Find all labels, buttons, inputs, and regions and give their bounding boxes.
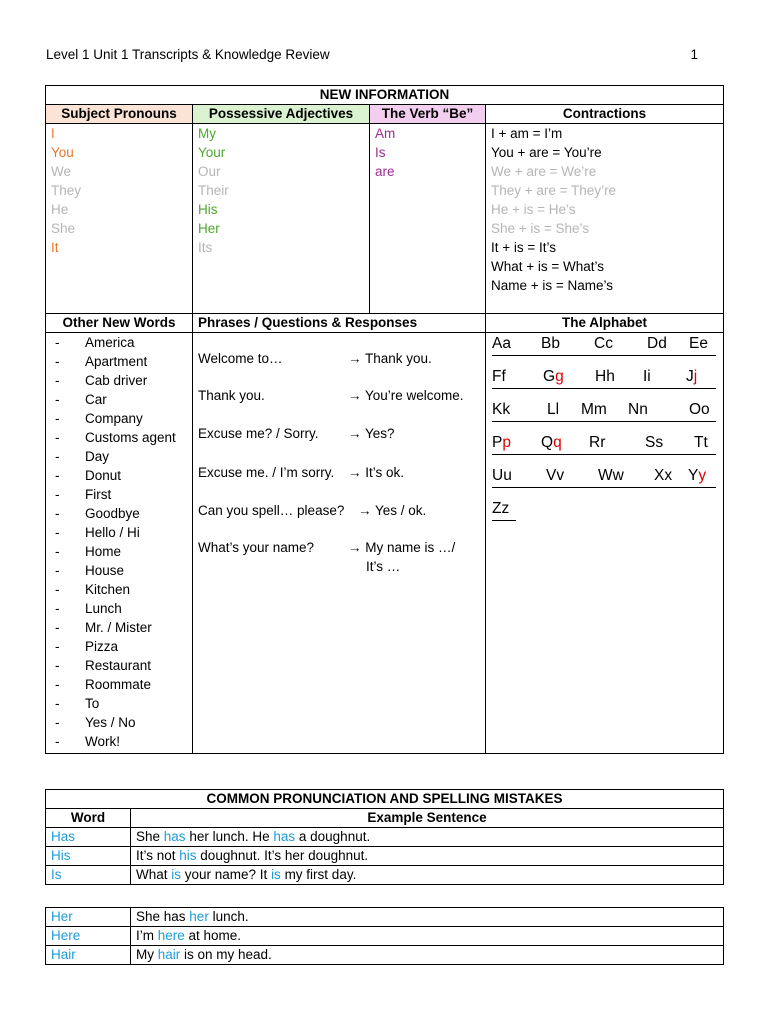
list-item: - Car (55, 392, 107, 407)
sentence-cell: I’m here at home. (131, 927, 724, 946)
contractions-header: Contractions (486, 105, 724, 124)
pronoun: You (51, 145, 74, 160)
list-item: - Cab driver (55, 373, 148, 388)
other-new-words-cell (46, 333, 193, 754)
list-item: - America (55, 335, 135, 350)
contraction: They + are = They’re (491, 183, 617, 198)
list-item: - Day (55, 449, 110, 464)
document-title: Level 1 Unit 1 Transcripts & Knowledge Review (46, 47, 330, 62)
alphabet-row: Aa Bb Cc Dd Ee (492, 335, 716, 356)
letter-jj: Jj (686, 368, 698, 385)
phrases-header: Phrases / Questions & Responses (193, 314, 486, 333)
contraction: What + is = What’s (491, 259, 605, 274)
possessive: Their (198, 183, 229, 198)
list-item: - First (55, 487, 112, 502)
pronoun: She (51, 221, 76, 236)
list-item: - Apartment (55, 354, 148, 369)
page-header (46, 47, 698, 62)
other-new-words-header: Other New Words (46, 314, 193, 333)
possessive: Our (198, 164, 221, 179)
alphabet-row: Ff Gg Hh Ii Jj (492, 368, 716, 389)
sentence-cell: It’s not his doughnut. It’s her doughnut. (131, 847, 724, 866)
contractions-list (486, 124, 724, 314)
contraction: I + am = I’m (491, 126, 563, 141)
phrases-cell: Welcome to… → Thank you. Thank you. → You’re welcome. Excuse me? / Sorry. → Yes? Excuse me. / I’m sorry. → It’s ok. Can you spell… please? → Yes / ok. What’s your name? → My name is …/ It’s … (193, 333, 486, 754)
new-information-title: NEW INFORMATION (46, 86, 724, 105)
possessive: Her (198, 221, 220, 236)
list-item: - Customs agent (55, 430, 176, 445)
table-row (46, 847, 724, 866)
letter-qq: Qq (541, 434, 562, 451)
list-item: - Pizza (55, 639, 119, 654)
verb-form: Am (375, 126, 396, 141)
possessive: His (198, 202, 218, 217)
sentence-cell: My hair is on my head. (131, 946, 724, 965)
possessive-adjectives-header: Possessive Adjectives (193, 105, 370, 124)
possessive: My (198, 126, 216, 141)
mistakes-table-2 (45, 907, 724, 965)
sentence-cell: What is your name? It is my first day. (131, 866, 724, 885)
table-row (46, 927, 724, 946)
list-item: - Company (55, 411, 143, 426)
letter-yy: Yy (688, 467, 707, 484)
pronoun: He (51, 202, 69, 217)
letter-gg: Gg (543, 368, 564, 385)
pronoun: We (51, 164, 72, 179)
mistakes-title: COMMON PRONUNCIATION AND SPELLING MISTAKES (46, 790, 724, 809)
table-row (46, 828, 724, 847)
example-sentence-header: Example Sentence (131, 809, 724, 828)
word-cell: His (46, 847, 131, 866)
sentence-cell: She has her lunch. (131, 908, 724, 927)
letter-pp: Pp (492, 434, 511, 451)
contraction: It + is = It’s (491, 240, 557, 255)
alphabet-cell (486, 333, 724, 754)
verb-be-header: The Verb “Be” (370, 105, 486, 124)
list-item: - Mr. / Mister (55, 620, 152, 635)
pronoun: They (51, 183, 82, 198)
contraction: Name + is = Name’s (491, 278, 614, 293)
table-row (46, 946, 724, 965)
alphabet-row: Pp Qq Rr Ss Tt (492, 434, 716, 455)
other-new-words-list (51, 333, 187, 751)
contraction: We + are = We’re (491, 164, 597, 179)
list-item: - House (55, 563, 125, 578)
pronoun: It (51, 240, 59, 255)
list-item: - Work! (55, 734, 121, 749)
verb-form: Is (375, 145, 386, 160)
list-item: - Roommate (55, 677, 152, 692)
possessive: Its (198, 240, 213, 255)
contraction: She + is = She’s (491, 221, 590, 236)
list-item: - Home (55, 544, 122, 559)
list-item: - Donut (55, 468, 122, 483)
verb-be-list (370, 124, 486, 314)
list-item: - Hello / Hi (55, 525, 140, 540)
new-information-table (45, 85, 724, 754)
possessive-adjectives-list (193, 124, 370, 314)
table-row (46, 866, 724, 885)
table-row (46, 908, 724, 927)
alphabet-row: Uu Vv Ww Xx Yy (492, 467, 716, 488)
list-item: - Goodbye (55, 506, 140, 521)
sentence-cell: She has her lunch. He has a doughnut. (131, 828, 724, 847)
alphabet-row: Kk Ll Mm Nn Oo (492, 401, 716, 422)
alphabet-row: Zz (492, 500, 516, 521)
mistakes-table (45, 789, 724, 885)
word-cell: Has (46, 828, 131, 847)
word-cell: Her (46, 908, 131, 927)
list-item: - Restaurant (55, 658, 152, 673)
list-item: - Yes / No (55, 715, 136, 730)
list-item: - Kitchen (55, 582, 131, 597)
contraction: He + is = He’s (491, 202, 576, 217)
possessive: Your (198, 145, 226, 160)
subject-pronouns-header: Subject Pronouns (46, 105, 193, 124)
verb-form: are (375, 164, 395, 179)
contraction: You + are = You’re (491, 145, 602, 160)
alphabet-header: The Alphabet (486, 314, 724, 333)
word-cell: Is (46, 866, 131, 885)
word-cell: Here (46, 927, 131, 946)
pronoun: I (51, 126, 55, 141)
page-number: 1 (690, 47, 698, 62)
word-header: Word (46, 809, 131, 828)
word-cell: Hair (46, 946, 131, 965)
list-item: - Lunch (55, 601, 122, 616)
subject-pronouns-list (46, 124, 193, 314)
list-item: - To (55, 696, 100, 711)
